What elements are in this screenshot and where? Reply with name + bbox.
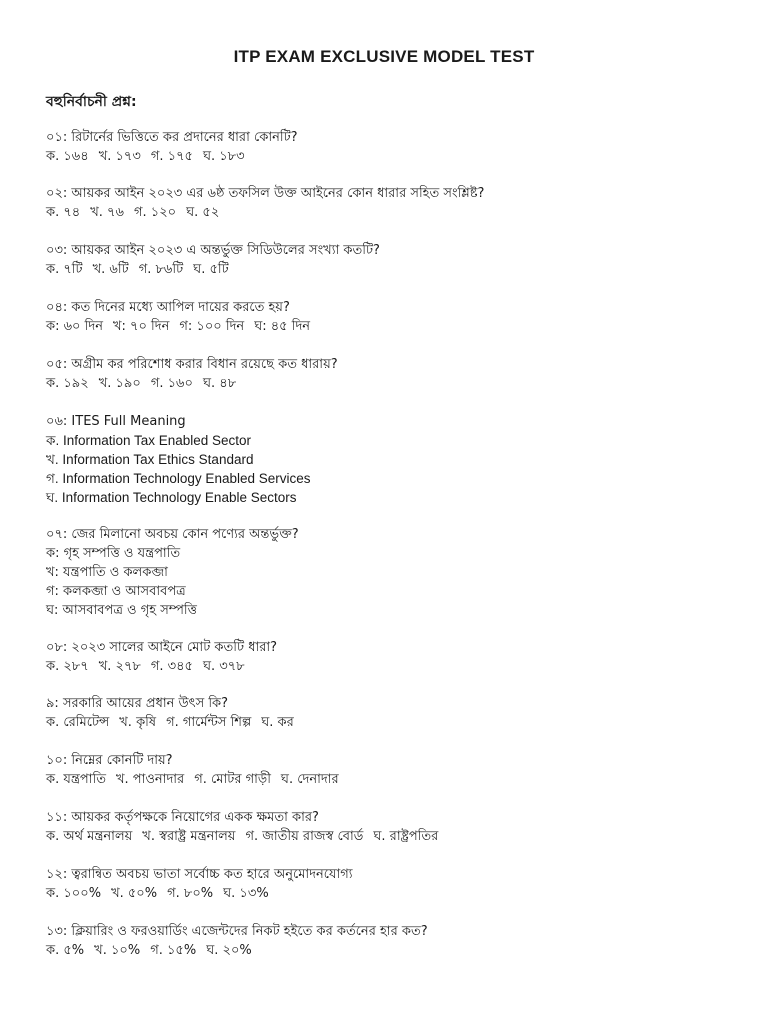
option-b: খ. স্বরাষ্ট্র মন্ত্রনালয় bbox=[142, 829, 236, 844]
option-a: ক. ১৬৪ bbox=[46, 149, 89, 164]
question-8 bbox=[46, 638, 746, 676]
option-c: গ: কলকব্জা ও আসবাবপত্র bbox=[46, 584, 186, 599]
option-b: খ. ৭৬ bbox=[90, 205, 124, 220]
option-d: ঘ. রাষ্ট্রপতির bbox=[373, 829, 439, 844]
option-a: ক. ১০০% bbox=[46, 886, 102, 901]
options-row bbox=[46, 203, 746, 222]
question-text: ১০: নিম্নের কোনটি দায়? bbox=[46, 753, 173, 768]
option-c: গ. মোটর গাড়ী bbox=[194, 772, 271, 787]
option-a: ক: গৃহ সম্পত্তি ও যন্ত্রপাতি bbox=[46, 546, 181, 561]
options-row bbox=[46, 657, 746, 676]
question-text: ০২: আয়কর আইন ২০২৩ এর ৬ষ্ঠ তফসিল উক্ত আইনের কোন ধারার সহিত সংশ্লিষ্ট? bbox=[46, 186, 485, 201]
option-d: ঘ. ১৩% bbox=[223, 886, 269, 901]
option-c: গ. ১৭৫ bbox=[150, 149, 193, 164]
option-c: গ. ১২০ bbox=[133, 205, 177, 220]
option-a: ক. ৭৪ bbox=[46, 205, 81, 220]
options-row bbox=[46, 374, 746, 393]
question-4 bbox=[46, 298, 746, 336]
question-12 bbox=[46, 865, 746, 903]
option-b: খ: ৭০ দিন bbox=[112, 319, 170, 334]
option-b: খ. ৫০% bbox=[111, 886, 158, 901]
option-d: ঘ. ৫২ bbox=[186, 205, 220, 220]
question-text: ০৬: ITES Full Meaning bbox=[46, 414, 186, 429]
question-text: ০৮: ২০২৩ সালের আইনে মোট কতটি ধারা? bbox=[46, 640, 278, 655]
option-d: ঘ. ৪৮ bbox=[202, 376, 237, 391]
question-text: ৯: সরকারি আয়ের প্রধান উৎস কি? bbox=[46, 696, 229, 711]
option-d: ঘ. ৩৭৮ bbox=[202, 659, 245, 674]
option-a: ক. Information Tax Enabled Sector bbox=[46, 433, 252, 448]
option-d: ঘ. ২০% bbox=[206, 943, 252, 958]
question-text: ০৩: আয়কর আইন ২০২৩ এ অন্তর্ভুক্ত সিডিউলের সংখ্যা কতটি? bbox=[46, 243, 380, 258]
option-a: ক. অর্থ মন্ত্রনালয় bbox=[46, 829, 133, 844]
question-text: ০৪: কত দিনের মধ্যে আপিল দায়ের করতে হয়? bbox=[46, 300, 290, 315]
option-d: ঘ. দেনাদার bbox=[280, 772, 339, 787]
question-text: ১২: ত্বরান্বিত অবচয় ভাতা সর্বোচ্চ কত হারে অনুমোদনযোগ্য bbox=[46, 867, 353, 882]
option-c: গ. ১৬০ bbox=[150, 376, 193, 391]
option-a: ক. ২৮৭ bbox=[46, 659, 89, 674]
option-d: ঘ. কর bbox=[261, 715, 294, 730]
option-b: খ. ১৭৩ bbox=[98, 149, 141, 164]
option-a: ক: ৬০ দিন bbox=[46, 319, 103, 334]
option-a: ক. রেমিটেন্স bbox=[46, 715, 110, 730]
options-row bbox=[46, 317, 746, 336]
question-text: ০১: রিটার্নের ভিত্তিতে কর প্রদানের ধারা কোনটি? bbox=[46, 130, 298, 145]
option-d: ঘ. ৫টি bbox=[193, 262, 229, 277]
question-1 bbox=[46, 128, 746, 166]
question-text: ১৩: ক্লিয়ারিং ও ফরওয়ার্ডিং এজেন্টদের নিকট হইতে কর কর্তনের হার কত? bbox=[46, 924, 428, 939]
options-row bbox=[46, 884, 746, 903]
option-a: ক. যন্ত্রপাতি bbox=[46, 772, 106, 787]
options-row bbox=[46, 941, 746, 960]
question-text: ০৭: জের মিলানো অবচয় কোন পণ্যের অন্তর্ভুক্ত? bbox=[46, 527, 299, 542]
question-13 bbox=[46, 922, 746, 960]
option-b: খ. ১৯০ bbox=[98, 376, 141, 391]
options-row bbox=[46, 260, 746, 279]
question-text: ১১: আয়কর কর্তৃপক্ষকে নিয়োগের একক ক্ষমতা কার? bbox=[46, 810, 319, 825]
question-9 bbox=[46, 694, 746, 732]
options-row bbox=[46, 147, 746, 166]
section-heading: বহুনির্বাচনী প্রশ্ন: bbox=[46, 94, 137, 110]
option-a: ক. ৫% bbox=[46, 943, 85, 958]
option-d: ঘ: ৪৫ দিন bbox=[254, 319, 311, 334]
option-b: খ. ৬টি bbox=[92, 262, 129, 277]
options-row bbox=[46, 827, 746, 846]
option-b: খ. ২৭৮ bbox=[98, 659, 141, 674]
option-d: ঘ. ১৮৩ bbox=[202, 149, 245, 164]
question-10 bbox=[46, 751, 746, 789]
page-title: ITP EXAM EXCLUSIVE MODEL TEST bbox=[233, 47, 535, 66]
option-b: খ. Information Tax Ethics Standard bbox=[46, 452, 254, 467]
option-a: ক. ১৯২ bbox=[46, 376, 89, 391]
option-b: খ: যন্ত্রপাতি ও কলকব্জা bbox=[46, 565, 168, 580]
question-2 bbox=[46, 184, 746, 222]
option-c: গ. ৮০% bbox=[167, 886, 214, 901]
question-6 bbox=[46, 412, 746, 507]
option-d: ঘ. Information Technology Enable Sectors bbox=[46, 490, 297, 505]
options-row bbox=[46, 770, 746, 789]
option-c: গ. ৮৬টি bbox=[138, 262, 184, 277]
option-c: গ. ১৫% bbox=[150, 943, 197, 958]
option-d: ঘ: আসবাবপত্র ও গৃহ সম্পত্তি bbox=[46, 603, 197, 618]
option-b: খ. কৃষি bbox=[119, 715, 157, 730]
question-3 bbox=[46, 241, 746, 279]
question-7 bbox=[46, 525, 746, 620]
option-b: খ. পাওনাদার bbox=[115, 772, 185, 787]
option-c: গ. গার্মেন্টস শিল্প bbox=[166, 715, 252, 730]
option-b: খ. ১০% bbox=[94, 943, 141, 958]
question-11 bbox=[46, 808, 746, 846]
options-row bbox=[46, 713, 746, 732]
question-5 bbox=[46, 355, 746, 393]
option-a: ক. ৭টি bbox=[46, 262, 83, 277]
question-text: ০৫: অগ্রীম কর পরিশোধ করার বিধান রয়েছে কত ধারায়? bbox=[46, 357, 338, 372]
option-c: গ. ৩৪৫ bbox=[150, 659, 193, 674]
option-c: গ. জাতীয় রাজস্ব বোর্ড bbox=[245, 829, 364, 844]
option-c: গ. Information Technology Enabled Services bbox=[46, 471, 311, 486]
option-c: গ: ১০০ দিন bbox=[179, 319, 245, 334]
